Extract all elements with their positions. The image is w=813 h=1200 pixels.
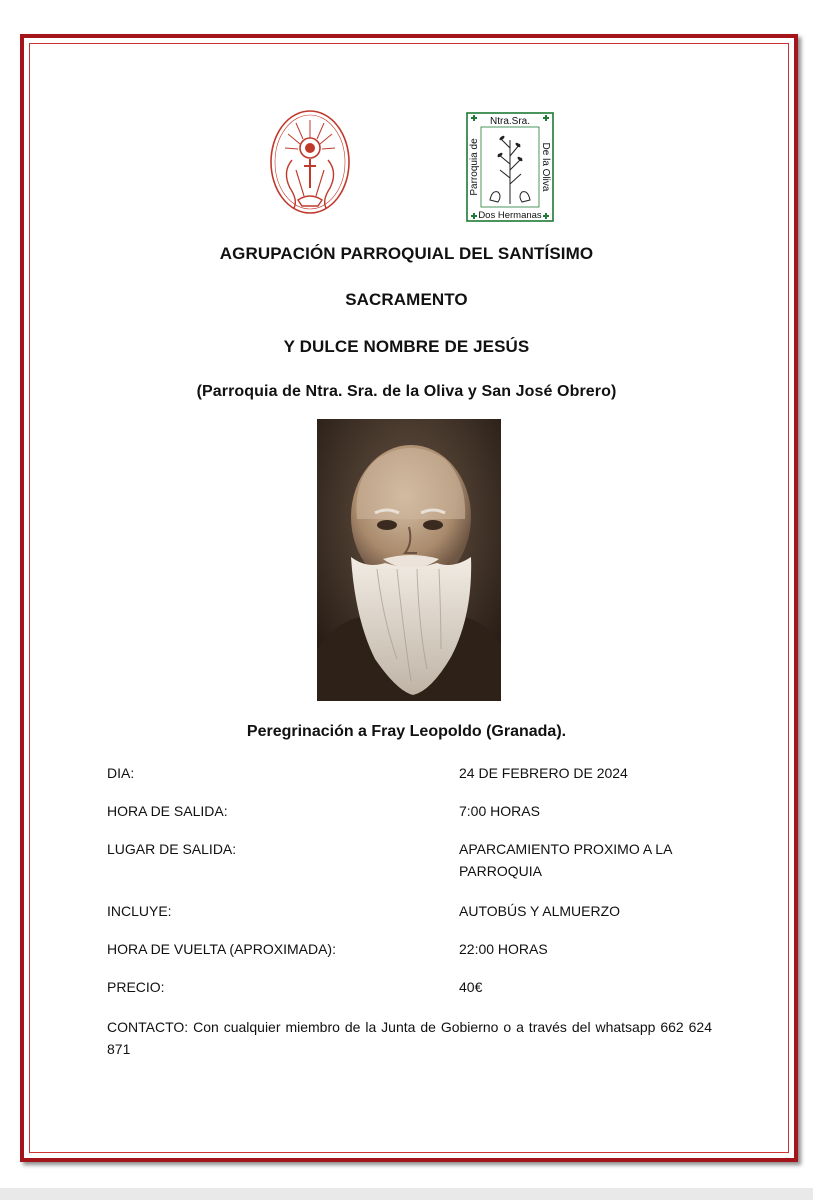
seal-top-text: Ntra.Sra. (489, 116, 531, 127)
monstrance-emblem-logo (268, 108, 352, 216)
detail-label: LUGAR DE SALIDA: (107, 841, 237, 857)
detail-label: INCLUYE: (107, 903, 172, 919)
detail-value: 22:00 HORAS (459, 941, 548, 957)
detail-value: 40€ (459, 979, 483, 995)
detail-label: DIA: (107, 765, 135, 781)
seal-bottom-text: Dos Hermanas (478, 210, 542, 221)
parish-seal-logo (466, 112, 554, 222)
detail-value: AUTOBÚS Y ALMUERZO (459, 903, 621, 919)
detail-value: APARCAMIENTO PROXIMO A LA PARROQUIA (459, 841, 672, 879)
contact-info: CONTACTO: Con cualquier miembro de la Junta de Gobierno o a través del whatsapp 662 624 871 (107, 1019, 712, 1057)
title-line-1: AGRUPACIÓN PARROQUIAL DEL SANTÍSIMO (219, 244, 594, 263)
detail-value: 24 DE FEBRERO DE 2024 (459, 765, 628, 781)
portrait-photo (317, 419, 501, 701)
detail-value: 7:00 HORAS (459, 803, 540, 819)
parish-subtitle: (Parroquia de Ntra. Sra. de la Oliva y San José Obrero) (196, 383, 617, 400)
detail-label: HORA DE SALIDA: (107, 803, 228, 819)
seal-right-text: De la Oliva (540, 142, 551, 192)
seal-left-text: Parroquia de (469, 138, 480, 196)
pilgrimage-title: Peregrinación a Fray Leopoldo (Granada). (246, 723, 567, 740)
title-line-3: Y DULCE NOMBRE DE JESÚS (283, 337, 530, 356)
detail-label: PRECIO: (107, 979, 165, 995)
bottom-strip (0, 1188, 813, 1200)
title-line-2: SACRAMENTO (345, 290, 468, 309)
detail-label: HORA DE VUELTA (APROXIMADA): (107, 941, 336, 957)
